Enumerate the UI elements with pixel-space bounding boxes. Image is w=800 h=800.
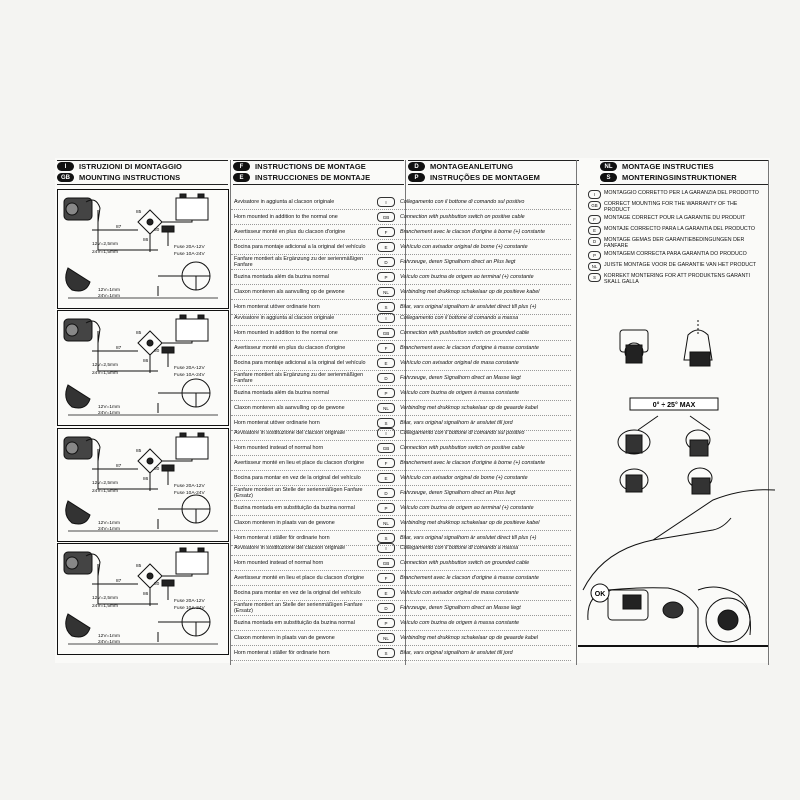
list-item <box>588 262 763 271</box>
table-row <box>231 631 571 646</box>
section-header <box>600 160 768 185</box>
header-title: ISTRUZIONI DI MONTAGGIO <box>79 162 182 171</box>
mounting-description: Horn monterat utöver ordinarie horn <box>234 304 320 310</box>
connection-description: Fahrzeuge, deren Signalhorn direct an Plus liegt <box>400 259 516 265</box>
section-header <box>408 160 579 185</box>
list-item <box>588 215 763 224</box>
connection-description: Veículo com buzina de origem à massa constante <box>400 620 520 626</box>
language-code: NL <box>588 262 601 271</box>
language-code: D <box>377 257 395 267</box>
mounting-description: Buzina montada além da buzina normal <box>234 390 329 396</box>
table-row <box>231 601 571 616</box>
header-row <box>408 172 579 183</box>
diagram-label-w24-1: 24V=1mm <box>98 640 120 645</box>
diagram-label-fuse24: Fuse 10A-24V <box>174 606 205 611</box>
language-code: E <box>377 588 395 598</box>
connection-description: Vehículo con avisador original de masa constante <box>400 590 519 596</box>
header-row <box>600 161 768 172</box>
language-code: F <box>377 458 395 468</box>
header-title: MONTERINGSINSTRUKTIONER <box>622 173 737 182</box>
mounting-description: Buzina montada em substituição da buzina normal <box>234 620 355 626</box>
diagram-label-pin87: 87 <box>116 225 122 230</box>
list-item <box>588 237 763 249</box>
header-title: INSTRUCCIONES DE MONTAJE <box>255 173 371 182</box>
language-code-badge: I <box>57 162 74 171</box>
table-row <box>231 571 571 586</box>
connection-description: Fahrzeuge, deren Signalhorn direct an Masse liegt <box>400 605 521 611</box>
header-row <box>57 161 228 172</box>
mounting-text: CORRECT MOUNTING FOR THE WARRANTY OF THE PRODUCT <box>604 201 738 213</box>
mounting-description: Claxon monteren als aanvulling op de gewone <box>234 405 345 411</box>
instruction-table <box>231 311 571 431</box>
diagram-label-w24-1: 24V=1mm <box>98 527 120 532</box>
diagram-label-pin86: 86 <box>143 359 149 364</box>
diagram-label-pin85: 85 <box>136 564 142 569</box>
language-code: E <box>377 358 395 368</box>
language-code: D <box>377 373 395 383</box>
diagram-label-pin86: 86 <box>143 477 149 482</box>
mounting-description: Avvisatore in sostituzione del clacson originale <box>234 545 346 551</box>
connection-description: Verbinding met drukknop schakelaar op de positieve kabel <box>400 520 540 526</box>
language-code: P <box>377 388 395 398</box>
language-code: S <box>588 273 601 282</box>
table-row <box>231 556 571 571</box>
connection-description: Branchement avec le clacson d'origine à masse constante <box>400 575 539 581</box>
language-code: F <box>377 227 395 237</box>
table-row <box>231 240 571 255</box>
language-code: GB <box>588 201 601 210</box>
connection-description: Branchement avec le clacson d'origine à masse constante <box>400 345 539 351</box>
table-row <box>231 401 571 416</box>
connection-description: Verbinding met drukknop schakelaar op de geaarde kabel <box>400 405 538 411</box>
connection-description: Bilar, vars original signalhorn är anslutet direct till plus (+) <box>400 304 537 310</box>
language-code: NL <box>377 403 395 413</box>
mounting-description: Buzina montada além da buzina normal <box>234 274 329 280</box>
header-row <box>233 172 404 183</box>
language-code: NL <box>377 287 395 297</box>
connection-description: Connection with pushbutton switch on grounded cable <box>400 330 530 336</box>
connection-description: Vehículo con avisador original de masa constante <box>400 360 519 366</box>
diagram-label-w24-15: 24V=1,5mm <box>92 604 118 609</box>
diagram-label-w12-25: 12V=2,5mm <box>92 242 118 247</box>
mounting-description: Buzina montada em substituição da buzina normal <box>234 505 355 511</box>
diagram-label-pin85: 85 <box>136 331 142 336</box>
table-row <box>231 210 571 225</box>
language-code: E <box>377 473 395 483</box>
language-code: F <box>588 215 601 224</box>
connection-description: Collegamento con il bottone di comando sul positivo <box>400 199 525 205</box>
wiring-diagram <box>57 543 229 655</box>
angle-label: 0° ÷ 25° MAX <box>652 402 696 409</box>
diagram-label-w24-1: 24V=1mm <box>98 294 120 299</box>
list-item <box>588 273 763 285</box>
language-code: NL <box>377 633 395 643</box>
language-code: P <box>377 618 395 628</box>
diagram-label-pin87: 87 <box>116 464 122 469</box>
mounting-description: Avertisseur monté en lieu et place du clacson d'origine <box>234 575 365 581</box>
language-code-badge: GB <box>57 173 74 182</box>
mounting-description: Claxon monteren als aanvulling op de gewone <box>234 289 345 295</box>
table-row <box>231 270 571 285</box>
diagram-label-w12-1: 12V=1mm <box>98 634 120 639</box>
table-row <box>231 225 571 240</box>
header-title: MONTAGEANLEITUNG <box>430 162 514 171</box>
header-row <box>233 161 404 172</box>
connection-description: Verbinding met drukknop schakelaar op de positieve kabel <box>400 289 540 295</box>
instruction-table <box>231 541 571 661</box>
diagram-label-pin30: 30 <box>154 228 160 233</box>
connection-description: Branchement avec le clacson d'origine à borne (+) constante <box>400 229 546 235</box>
diagram-label-fuse12: Fuse 20A-12V <box>174 599 205 604</box>
instruction-table <box>231 426 571 546</box>
table-row <box>231 255 571 270</box>
wiring-diagram <box>57 189 229 309</box>
language-code-badge: F <box>233 162 250 171</box>
diagram-label-w24-15: 24V=1,5mm <box>92 489 118 494</box>
language-code: S <box>377 648 395 658</box>
diagram-label-w12-25: 12V=2,5mm <box>92 596 118 601</box>
language-code-badge: E <box>233 173 250 182</box>
mounting-illustrations <box>578 290 778 660</box>
diagram-label-w12-25: 12V=2,5mm <box>92 481 118 486</box>
wiring-diagram <box>57 428 229 542</box>
connection-description: Veículo com buzina de origem ao terminal (+) constante <box>400 274 534 280</box>
language-code: GB <box>377 558 395 568</box>
connection-description: Connection with pushbutton switch on positive cable <box>400 214 525 220</box>
table-row <box>231 486 571 501</box>
mounting-description: Avvisatore in aggiunta al clacson originale <box>234 315 335 321</box>
language-code-badge: D <box>408 162 425 171</box>
connection-description: Branchement avec le clacson d'origine à borne (+) constante <box>400 460 546 466</box>
language-code-badge: S <box>600 173 617 182</box>
connection-description: Collegamento con il bottone di comando a massa <box>400 545 519 551</box>
connection-description: Bilar, vars original signalhorn är anslutet till jord <box>400 420 513 426</box>
language-code: S <box>377 418 395 428</box>
language-code-badge: NL <box>600 162 617 171</box>
table-row <box>231 371 571 386</box>
table-row <box>231 311 571 326</box>
mounting-description: Bocina para montar en vez de la original del vehículo <box>234 475 361 481</box>
table-row <box>231 441 571 456</box>
diagram-label-fuse24: Fuse 10A-24V <box>174 373 205 378</box>
mounting-description: Horn monterat utöver ordinarie horn <box>234 420 320 426</box>
mounting-text: JUISTE MONTAGE VOOR DE GARANTIE VAN HET PRODUCT <box>604 262 757 268</box>
diagram-label-w24-15: 24V=1,5mm <box>92 371 118 376</box>
mounting-text: MONTAJE CORRECTO PARA LA GARANTIA DEL PRODUCTO <box>604 226 755 232</box>
language-code: I <box>377 428 395 438</box>
list-item <box>588 226 763 235</box>
mounting-description: Avvisatore in aggiunta al clacson originale <box>234 199 335 205</box>
diagram-label-pin85: 85 <box>136 210 142 215</box>
diagram-label-w12-1: 12V=1mm <box>98 405 120 410</box>
table-row <box>231 195 571 210</box>
language-code: P <box>377 272 395 282</box>
table-row <box>231 386 571 401</box>
mounting-description: Avertisseur monté en plus du clacson d'origine <box>234 229 346 235</box>
language-code: I <box>377 543 395 553</box>
mounting-description: Bocina para montaje adicional a la original del vehículo <box>234 244 366 250</box>
mounting-text: MONTAGEM CORRECTA PARA GARANTIA DO PRODUCO <box>604 251 747 257</box>
table-row <box>231 501 571 516</box>
table-row <box>231 356 571 371</box>
connection-description: Fahrzeuge, deren Signalhorn direct an Masse liegt <box>400 375 521 381</box>
mounting-text: KORREKT MONTERING FOR ATT PRODUKTENS GARANTI SKALL GALLA <box>604 273 750 285</box>
mounting-description: Fanfare montiert an Stelle der serienmäßigen Fanfare (Ersatz) <box>234 602 363 614</box>
diagram-label-pin85: 85 <box>136 449 142 454</box>
diagram-label-pin87: 87 <box>116 346 122 351</box>
language-code-badge: P <box>408 173 425 182</box>
connection-description: Vehículo con avisador original de borne (+) constante <box>400 244 528 250</box>
list-item <box>588 201 763 213</box>
table-row <box>231 516 571 531</box>
header-title: MONTAGE INSTRUCTIES <box>622 162 714 171</box>
mounting-description: Fanfare montiert als Ergänzung zu der serienmäßigen Fanfare <box>234 372 364 384</box>
language-code: E <box>377 242 395 252</box>
list-item <box>588 251 763 260</box>
mounting-description: Horn monterat i ställer för ordinarie horn <box>234 650 330 656</box>
header-title: INSTRUÇÕES DE MONTAGEM <box>430 173 540 182</box>
language-code: F <box>377 343 395 353</box>
table-row <box>231 541 571 556</box>
connection-description: Bilar, vars original signalhorn är anslutet direct till plus (+) <box>400 535 537 541</box>
diagram-label-fuse24: Fuse 10A-24V <box>174 491 205 496</box>
header-title: MOUNTING INSTRUCTIONS <box>79 173 181 182</box>
language-code: D <box>588 237 601 246</box>
mounting-text: MONTAGE CORRECT POUR LA GARANTIE DU PRODUIT <box>604 215 746 221</box>
mounting-description: Avvisatore in sostituzione del clacson originale <box>234 430 346 436</box>
language-code: P <box>588 251 601 260</box>
mounting-description: Avertisseur monté en lieu et place du clacson d'origine <box>234 460 365 466</box>
header-row <box>408 161 579 172</box>
diagram-label-w24-1: 24V=1mm <box>98 411 120 416</box>
connection-description: Collegamento con il bottone di comando sul positivo <box>400 430 525 436</box>
ok-label: OK <box>594 591 606 598</box>
diagram-label-pin87: 87 <box>116 579 122 584</box>
diagram-label-fuse12: Fuse 20A-12V <box>174 366 205 371</box>
section-header <box>233 160 404 185</box>
table-row <box>231 471 571 486</box>
mounting-description: Bocina para montar en vez de la original del vehículo <box>234 590 361 596</box>
table-row <box>231 586 571 601</box>
language-code: I <box>377 313 395 323</box>
table-row <box>231 341 571 356</box>
header-row <box>600 172 768 183</box>
diagram-label-w12-25: 12V=2,5mm <box>92 363 118 368</box>
mounting-description: Fanfare montiert als Ergänzung zu der serienmäßigen Fanfare <box>234 256 364 268</box>
language-code: E <box>588 226 601 235</box>
mounting-text: MONTAGGIO CORRETTO PER LA GARANZIA DEL PRODOTTO <box>604 190 759 196</box>
diagram-label-w12-1: 12V=1mm <box>98 521 120 526</box>
mounting-description: Horn mounted instead of normal horn <box>234 445 324 451</box>
connection-description: Connection with pushbutton switch on grounded cable <box>400 560 530 566</box>
column-divider <box>576 160 577 665</box>
connection-description: Verbinding met drukknop schakelaar op de geaarde kabel <box>400 635 538 641</box>
mounting-description: Avertisseur monté en plus du clacson d'origine <box>234 345 346 351</box>
table-row <box>231 646 571 661</box>
header-title: INSTRUCTIONS DE MONTAGE <box>255 162 366 171</box>
mounting-description: Fanfare montiert an Stelle der serienmäßigen Fanfare (Ersatz) <box>234 487 363 499</box>
instruction-table <box>231 195 571 315</box>
language-code: I <box>377 197 395 207</box>
table-row <box>231 456 571 471</box>
mounting-description: Bocina para montaje adicional a la original del vehículo <box>234 360 366 366</box>
connection-description: Fahrzeuge, deren Signalhorn direct an Plus liegt <box>400 490 516 496</box>
language-code: GB <box>377 443 395 453</box>
connection-description: Veículo com buzina de origem ao terminal (+) constante <box>400 505 534 511</box>
connection-description: Veículo com buzina de origem à massa constante <box>400 390 520 396</box>
connection-description: Connection with pushbutton switch on positive cable <box>400 445 525 451</box>
diagram-label-pin86: 86 <box>143 238 149 243</box>
mounting-description: Horn mounted instead of normal horn <box>234 560 324 566</box>
connection-description: Bilar, vars original signalhorn är anslutet till jord <box>400 650 513 656</box>
table-row <box>231 326 571 341</box>
language-code: F <box>377 573 395 583</box>
language-code: P <box>377 503 395 513</box>
diagram-label-w12-1: 12V=1mm <box>98 288 120 293</box>
language-code: S <box>377 533 395 543</box>
mounting-warranty-list <box>588 190 763 287</box>
section-header <box>57 160 228 185</box>
language-code: GB <box>377 212 395 222</box>
diagram-label-pin30: 30 <box>154 349 160 354</box>
mounting-description: Horn mounted in addition to the normal one <box>234 330 338 336</box>
diagram-label-fuse12: Fuse 20A-12V <box>174 484 205 489</box>
language-code: D <box>377 488 395 498</box>
mounting-description: Horn monterat i ställer för ordinarie horn <box>234 535 330 541</box>
mounting-description: Claxon monteren in plaats van de gewone <box>234 635 335 641</box>
language-code: NL <box>377 518 395 528</box>
mounting-text: MONTAGE GEMAS DER GARANTIEBEDINGUNGEN DER FANFARE <box>604 237 745 249</box>
diagram-label-fuse12: Fuse 20A-12V <box>174 245 205 250</box>
table-row <box>231 426 571 441</box>
diagram-label-pin86: 86 <box>143 592 149 597</box>
language-code: GB <box>377 328 395 338</box>
language-code: S <box>377 302 395 312</box>
mounting-description: Horn mounted in addition to the normal one <box>234 214 338 220</box>
connection-description: Collegamento con il bottone di comando a massa <box>400 315 519 321</box>
mounting-description: Claxon monteren in plaats van de gewone <box>234 520 335 526</box>
diagram-label-pin30: 30 <box>154 582 160 587</box>
language-code: D <box>377 603 395 613</box>
diagram-label-pin30: 30 <box>154 467 160 472</box>
diagram-label-fuse24: Fuse 10A-24V <box>174 252 205 257</box>
wiring-diagram <box>57 310 229 426</box>
header-row <box>57 172 228 183</box>
table-row <box>231 285 571 300</box>
connection-description: Vehículo con avisador original de borne (+) constante <box>400 475 528 481</box>
table-row <box>231 616 571 631</box>
list-item <box>588 190 763 199</box>
language-code: I <box>588 190 601 199</box>
diagram-label-w24-15: 24V=1,5mm <box>92 250 118 255</box>
